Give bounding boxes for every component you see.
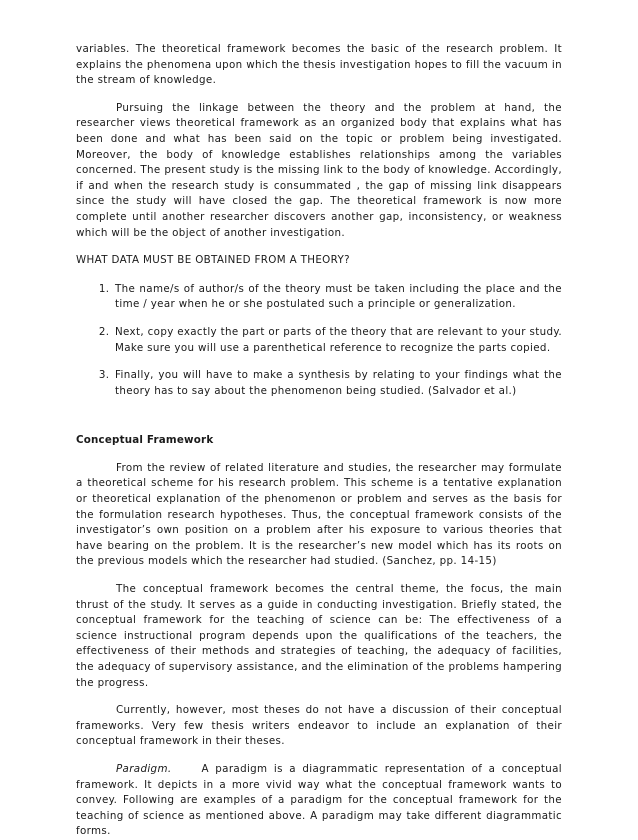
paradigm-term: Paradigm. [116, 762, 172, 775]
paragraph-linkage: Pursuing the linkage between the theory and the problem at hand, the researcher views theoretical framework as an organized body that explains what has been done and what has been said on the topic or problem being investigated. Moreover, the body of knowledge establishes relationships among the variables concerned. The present study is the missing link to the body of knowledge. Accordingly, if and when the research study is consummated , the gap of missing link disappears since the study will have closed the gap. The theoretical framework is now more complete until another researcher discovers another gap, inconsistency, or weakness which will be the object of another investigation. [76, 101, 562, 239]
paragraph-continuation: variables. The theoretical framework becomes the basic of the research problem. It explains the phenomena upon which the thesis investigation hopes to fill the vacuum in the stream of knowledge. [76, 43, 562, 87]
list-item: 1. The name/s of author/s of the theory must be taken including the place and the time / year when he or she postulated such a principle or generalization. [113, 282, 562, 313]
question-heading: WHAT DATA MUST BE OBTAINED FROM A THEORY? [76, 254, 350, 267]
paragraph-central-theme: The conceptual framework becomes the central theme, the focus, the main thrust of the study. It serves as a guide in conducting investigation. Briefly stated, the conceptual framework for the teaching of science can be: The effectiveness of a science instructional program depends upon the qualifications of the teachers, the effectiveness of their methods and strategies of teaching, the adequacy of facilities, the adequacy of supervisory assistance, and the elimination of the problems hampering the progress. [76, 583, 562, 689]
section-title: Conceptual Framework [76, 434, 214, 447]
paradigm-text: A paradigm is a diagrammatic representation of a conceptual framework. It depicts in a more vivid way what the conceptual framework wants to convey. Following are examples of a paradigm for the conceptual framework for the teaching of science as mentioned above. A paradigm may take different diagrammatic forms. [76, 762, 562, 838]
list-item: 3. Finally, you will have to make a synthesis by relating to your findings what the theory has to say about the phenomenon being studied. (Salvador et al.) [113, 368, 562, 399]
paragraph-currently: Currently, however, most theses do not have a discussion of their conceptual frameworks. Very few thesis writers endeavor to include an explanation of their conceptual framework in their theses. [76, 704, 562, 748]
paragraph-review: From the review of related literature and studies, the researcher may formulate a theoretical scheme for his research problem. This scheme is a tentative explanation or theoretical explanation of the phenomenon or problem and serves as the basis for the formulation research hypotheses. Thus, the conceptual framework consists of the investigator’s own position on a problem after his exposure to various theories that have bearing on the problem. It is the researcher’s new model which has its roots on the previous models which the researcher had studied. (Sanchez, pp. 14-15) [76, 461, 562, 568]
paragraph-paradigm [76, 762, 562, 840]
theory-data-list [76, 282, 562, 400]
list-item: 2. Next, copy exactly the part or parts of the theory that are relevant to your study. Make sure you will use a parenthetical reference to recognize the parts copied. [113, 325, 562, 356]
